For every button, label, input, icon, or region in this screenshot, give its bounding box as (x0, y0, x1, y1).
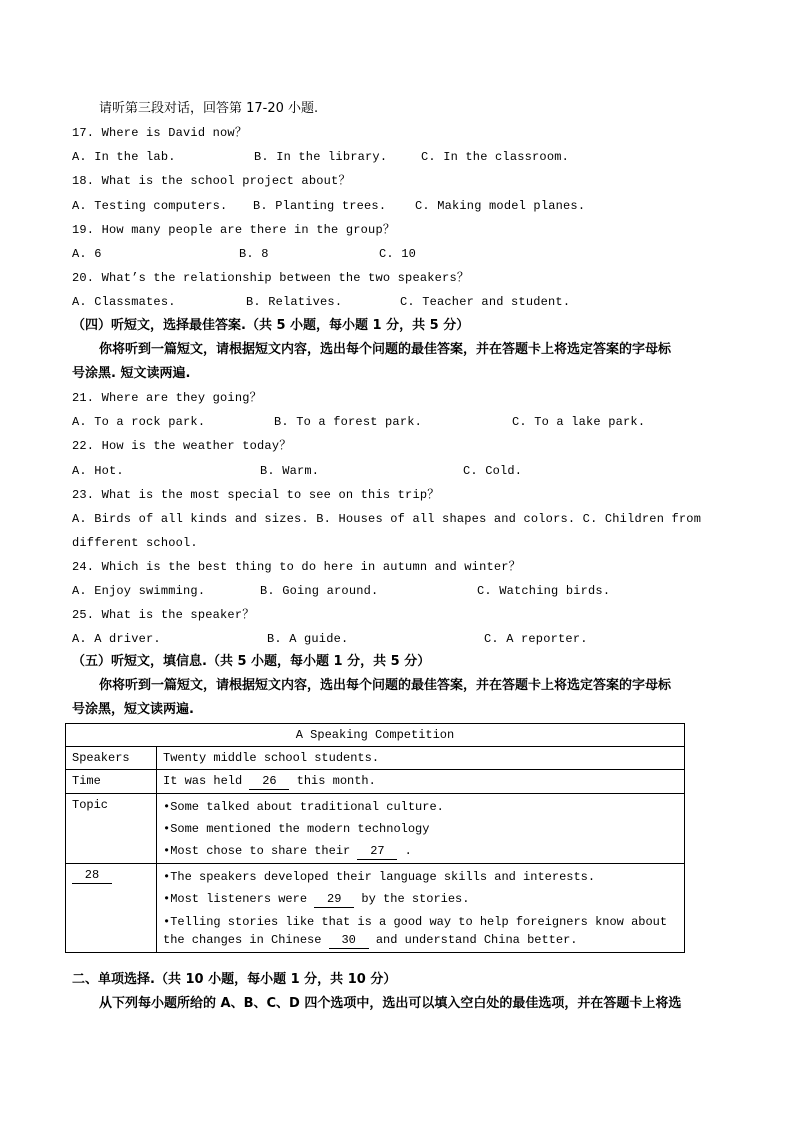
q17-option-b: B. In the library. (254, 150, 388, 164)
section5-heading: （五）听短文，填信息.（共 5 小题，每小题 1 分，共 5 分） (72, 654, 431, 669)
section4-instruction-line2: 号涂黑. 短文读两遍. (72, 366, 191, 381)
blank-28: 28 (72, 867, 112, 884)
topic-bullet-3-pre: •Most chose to share their (163, 844, 358, 858)
table-row-topic (66, 794, 685, 864)
blank-29: 29 (314, 891, 354, 908)
q21-option-b: B. To a forest park. (274, 415, 423, 429)
table-title-row (66, 724, 685, 747)
q19-option-a: A. 6 (72, 247, 102, 261)
blank-30: 30 (329, 932, 369, 949)
q22-option-a: A. Hot. (72, 464, 124, 478)
speakers-value: Twenty middle school students. (157, 747, 685, 770)
question-21: 21. Where are they going？ (72, 391, 262, 405)
topic-bullet-3 (163, 843, 678, 860)
row4-bullet-2-post: by the stories. (354, 892, 470, 906)
section5-instruction-line1: 你将听到一篇短文，请根据短文内容，选出每个问题的最佳答案，并在答题卡上将选定答案的字母标 (99, 678, 672, 693)
q24-option-c: C. Watching birds. (477, 584, 611, 598)
question-23: 23. What is the most special to see on this trip？ (72, 488, 440, 502)
topic-bullet-2: •Some mentioned the modern technology (163, 822, 430, 836)
q25-option-a: A. A driver. (72, 632, 161, 646)
row4-bullet-1: •The speakers developed their language skills and interests. (163, 870, 596, 884)
topic-bullet-1: •Some talked about traditional culture. (163, 800, 444, 814)
section4-instruction-line1: 你将听到一篇短文，请根据短文内容，选出每个问题的最佳答案，并在答题卡上将选定答案的字母标 (99, 342, 672, 357)
section4-heading: （四）听短文，选择最佳答案.（共 5 小题，每小题 1 分，共 5 分） (72, 318, 470, 333)
question-17: 17. Where is David now？ (72, 126, 248, 140)
q19-option-c: C. 10 (379, 247, 417, 261)
time-value (157, 770, 685, 794)
q23-options-line2: different school. (72, 536, 198, 550)
q17-option-c: C. In the classroom. (421, 150, 570, 164)
q25-option-b: B. A guide. (267, 632, 349, 646)
row4-bullet-2-pre: •Most listeners were (163, 892, 315, 906)
competition-table (65, 723, 685, 953)
q22-option-c: C. Cold. (463, 464, 523, 478)
q18-option-a: A. Testing computers. (72, 199, 228, 213)
question-18: 18. What is the school project about？ (72, 174, 351, 188)
section5-instruction-line2: 号涂黑，短文读两遍. (72, 702, 194, 717)
table-row-time (66, 770, 685, 794)
row4-label (66, 864, 157, 953)
question-19: 19. How many people are there in the group？ (72, 223, 396, 237)
q21-option-c: C. To a lake park. (512, 415, 646, 429)
table-row-speakers (66, 747, 685, 770)
q20-option-b: B. Relatives. (246, 295, 343, 309)
row4-bullet-3-post: and understand China better. (368, 933, 578, 947)
q22-option-b: B. Warm. (260, 464, 320, 478)
blank-26: 26 (249, 773, 289, 790)
q18-option-b: B. Planting trees. (253, 199, 387, 213)
q23-options-line1: A. Birds of all kinds and sizes. B. Houses of all shapes and colors. C. Children from (72, 512, 702, 526)
part2-instruction: 从下列每小题所给的 A、B、C、D 四个选项中，选出可以填入空白处的最佳选项，并在答题卡上将选 (99, 996, 682, 1011)
speakers-label: Speakers (66, 747, 157, 770)
row4-value (157, 864, 685, 953)
q24-option-b: B. Going around. (260, 584, 379, 598)
part3-intro: 请听第三段对话，回答第 17-20 小题. (99, 101, 319, 116)
q20-option-a: A. Classmates. (72, 295, 176, 309)
q24-option-a: A. Enjoy swimming. (72, 584, 206, 598)
question-25: 25. What is the speaker？ (72, 608, 255, 622)
topic-label: Topic (66, 794, 157, 864)
table-title: A Speaking Competition (66, 724, 685, 747)
time-text-post: this month. (289, 774, 376, 788)
question-20: 20. What’s the relationship between the two speakers？ (72, 271, 470, 285)
question-22: 22. How is the weather today？ (72, 439, 292, 453)
row4-bullet-3-line2 (163, 932, 678, 949)
table-row-28 (66, 864, 685, 953)
q21-option-a: A. To a rock park. (72, 415, 206, 429)
topic-value (157, 794, 685, 864)
part2-heading: 二、单项选择.（共 10 小题，每小题 1 分，共 10 分） (72, 972, 397, 987)
q25-option-c: C. A reporter. (484, 632, 588, 646)
row4-bullet-3-pre: the changes in Chinese (163, 933, 329, 947)
blank-27: 27 (357, 843, 397, 860)
row4-bullet-3-line1: •Telling stories like that is a good way to help foreigners know about (163, 915, 668, 929)
time-label: Time (66, 770, 157, 794)
question-24: 24. Which is the best thing to do here in autumn and winter？ (72, 560, 521, 574)
time-text-pre: It was held (163, 774, 250, 788)
q18-option-c: C. Making model planes. (415, 199, 586, 213)
row4-bullet-2 (163, 891, 678, 908)
q17-option-a: A. In the lab. (72, 150, 176, 164)
topic-bullet-3-post: . (397, 844, 412, 858)
q20-option-c: C. Teacher and student. (400, 295, 571, 309)
q19-option-b: B. 8 (239, 247, 269, 261)
